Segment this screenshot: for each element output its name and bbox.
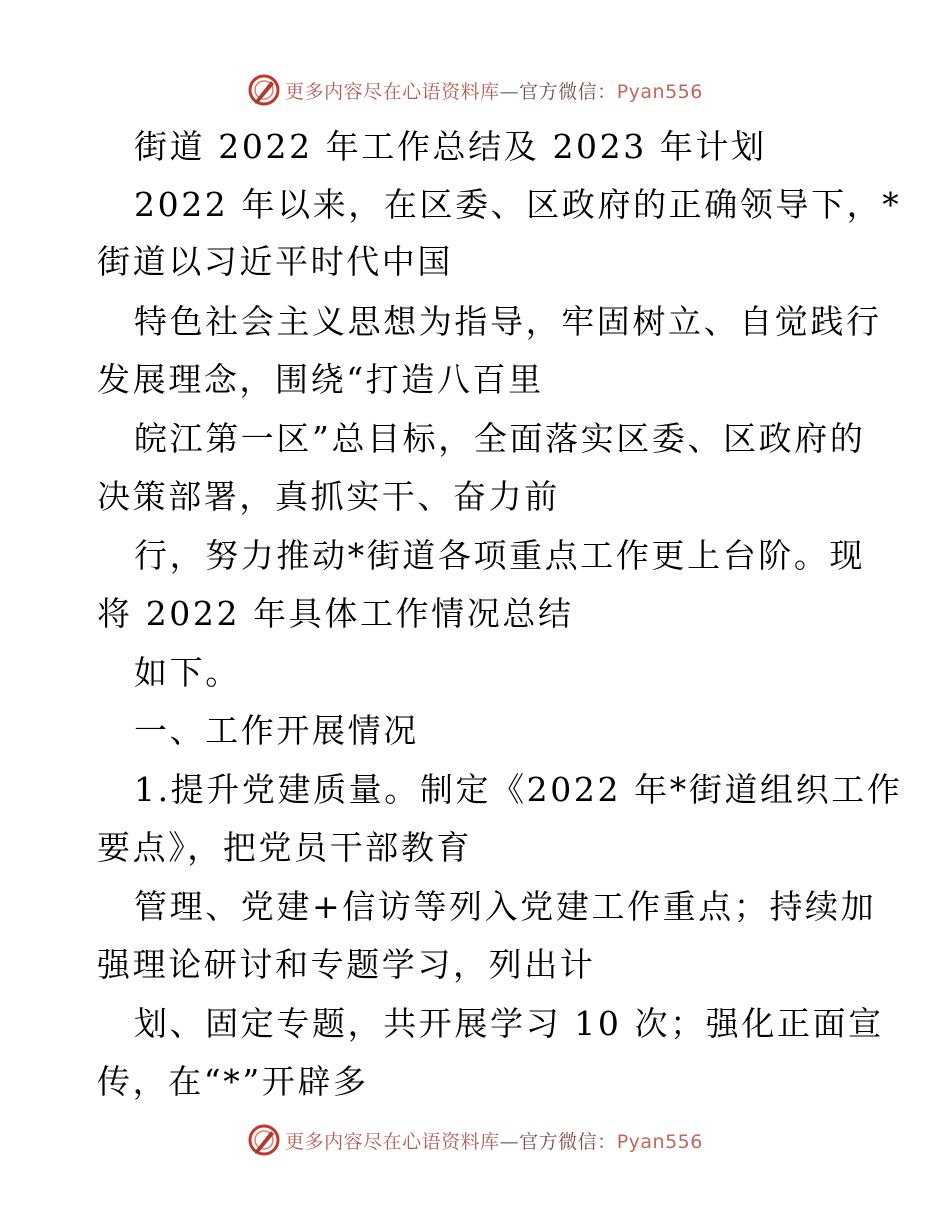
text-line: 决策部署，真抓实干、奋力前 (97, 477, 560, 516)
text-line: 强理论研讨和专题学习，列出计 (97, 945, 596, 984)
text-line: 皖江第一区”总目标，全面落实区委、区政府的 (134, 419, 866, 458)
pen-circle-logo-icon (247, 1123, 281, 1157)
watermark-text: 更多内容尽在心语资料库—官方微信：Pyan556 (285, 1130, 703, 1153)
pen-circle-logo-icon (247, 73, 281, 107)
text-line: 街道以习近平时代中国 (97, 242, 453, 281)
text-line: 将 2022 年具体工作情况总结 (97, 594, 574, 633)
text-line: 要点》，把党员干部教育 (97, 828, 473, 867)
section-heading: 一、工作开展情况 (134, 711, 419, 750)
text-line: 发展理念，围绕“打造八百里 (97, 360, 544, 399)
text-line: 1.提升党建质量。制定《2022 年*街道组织工作 (134, 770, 903, 809)
text-line: 传，在“*”开辟多 (97, 1062, 369, 1101)
document-title: 街道 2022 年工作总结及 2023 年计划 (134, 127, 767, 166)
text-line: 划、固定专题，共开展学习 10 次；强化正面宣 (134, 1004, 884, 1043)
text-line: 2022 年以来，在区委、区政府的正确领导下，* (134, 185, 902, 224)
text-line: 行，努力推动*街道各项重点工作更上台阶。现 (134, 536, 866, 575)
text-line: 特色社会主义思想为指导，牢固树立、自觉践行 (134, 302, 882, 341)
watermark-text: 更多内容尽在心语资料库—官方微信：Pyan556 (285, 80, 703, 103)
watermark-header (0, 70, 950, 110)
text-line: 管理、党建+信访等列入党建工作重点；持续加 (134, 887, 877, 926)
text-line: 如下。 (134, 653, 241, 692)
watermark-footer (0, 1120, 950, 1160)
